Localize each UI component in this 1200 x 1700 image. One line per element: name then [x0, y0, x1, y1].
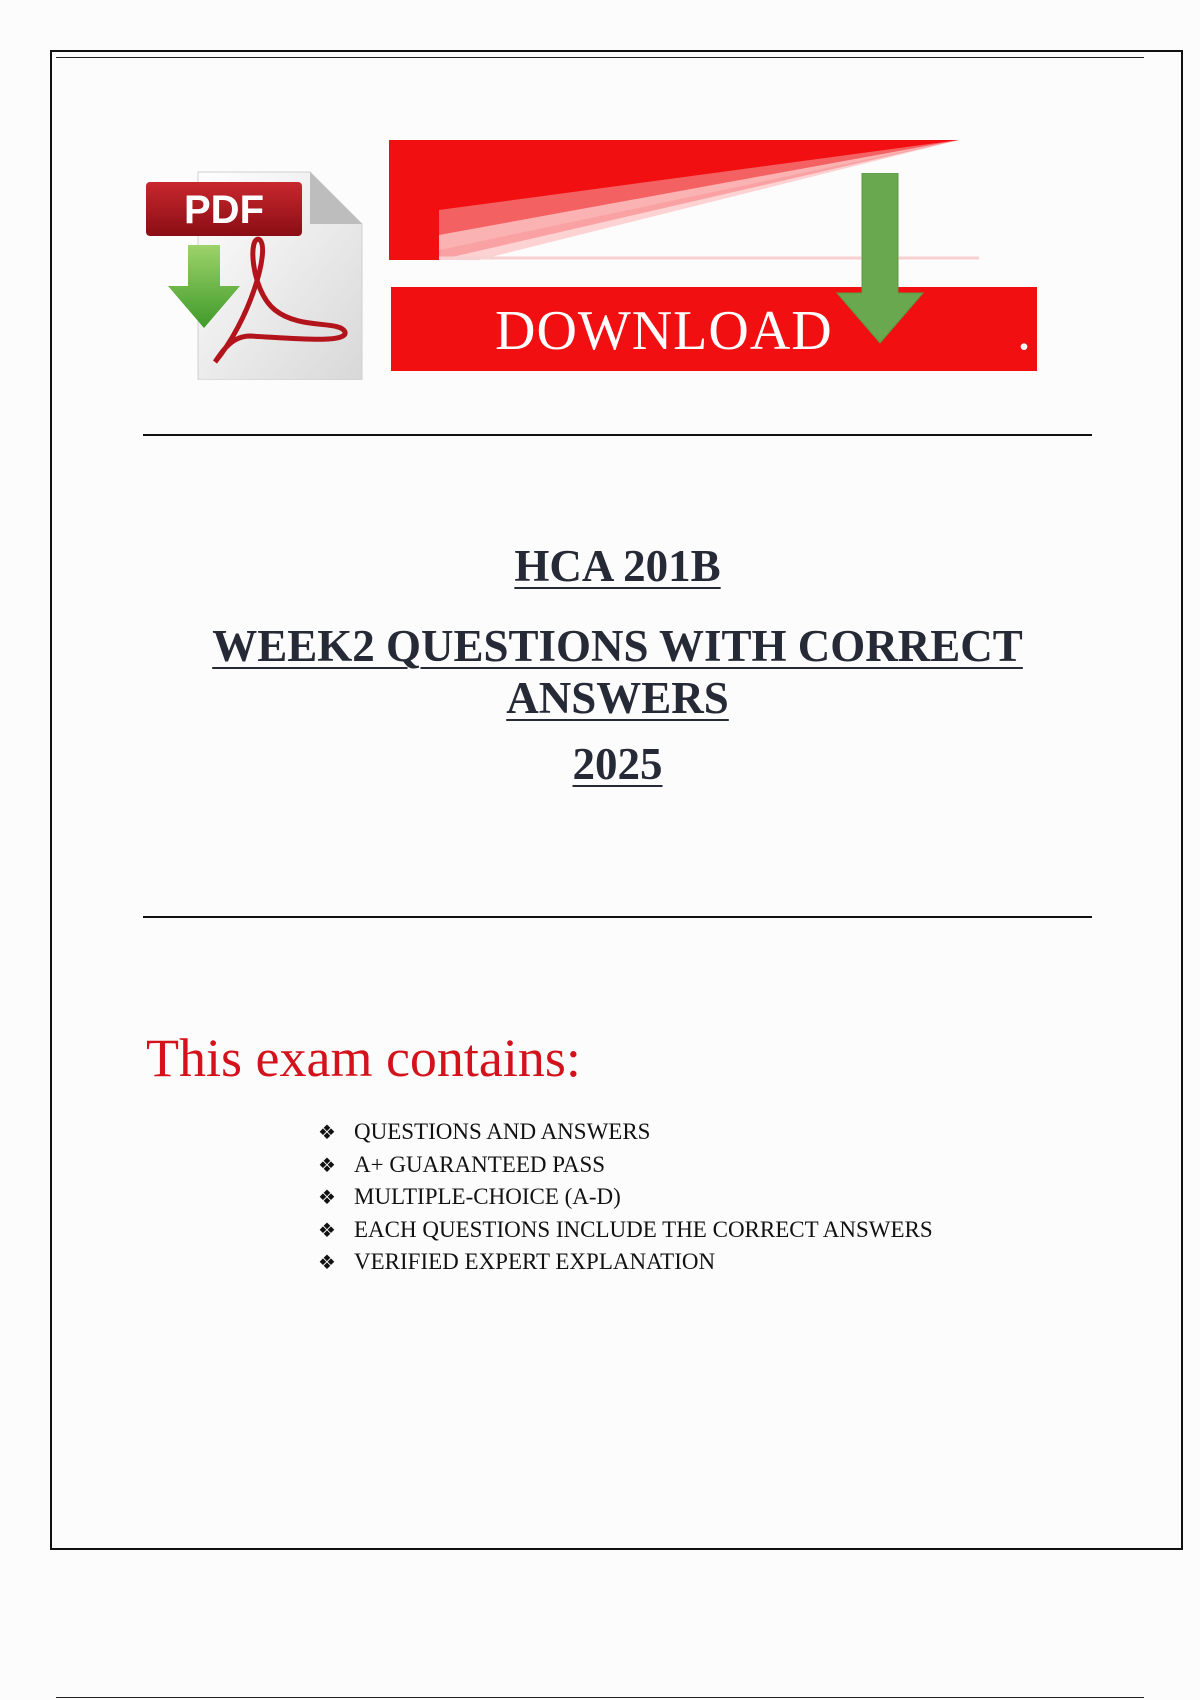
list-item — [318, 1149, 933, 1182]
download-banner[interactable] — [140, 140, 1040, 400]
feature-text: MULTIPLE-CHOICE (A-D) — [354, 1184, 621, 1209]
bottom-rule — [56, 1697, 1144, 1698]
list-item — [318, 1246, 933, 1279]
feature-text: A+ GUARANTEED PASS — [354, 1151, 606, 1177]
course-code: HCA 201B — [514, 541, 721, 591]
svg-text:PDF: PDF — [184, 188, 264, 232]
pdf-file-icon — [140, 140, 370, 380]
download-dot: . — [1017, 300, 1031, 362]
red-banner-graphic — [389, 140, 1049, 260]
title-block — [143, 540, 1092, 818]
title-line-1: WEEK2 QUESTIONS WITH CORRECT — [212, 621, 1023, 671]
diamond-bullet-icon: ❖ — [318, 1152, 336, 1177]
contains-heading: This exam contains: — [146, 1028, 581, 1088]
download-label: DOWNLOAD — [495, 300, 833, 362]
list-item — [318, 1116, 933, 1149]
feature-text: VERIFIED EXPERT EXPLANATION — [354, 1249, 716, 1274]
list-item — [318, 1181, 933, 1214]
divider-bottom — [143, 916, 1092, 918]
diamond-bullet-icon: ❖ — [318, 1217, 336, 1242]
diamond-bullet-icon: ❖ — [318, 1120, 336, 1144]
diamond-bullet-icon: ❖ — [318, 1185, 336, 1209]
download-button[interactable] — [391, 287, 1037, 371]
feature-list — [318, 1116, 933, 1279]
feature-text: EACH QUESTIONS INCLUDE THE CORRECT ANSWERS — [354, 1216, 933, 1242]
divider-top — [143, 434, 1092, 436]
year: 2025 — [572, 739, 663, 789]
list-item — [318, 1214, 933, 1247]
diamond-bullet-icon: ❖ — [318, 1250, 336, 1274]
download-arrow-icon — [835, 173, 925, 353]
title-line-2: ANSWERS — [506, 673, 729, 723]
feature-text: QUESTIONS AND ANSWERS — [354, 1119, 651, 1144]
